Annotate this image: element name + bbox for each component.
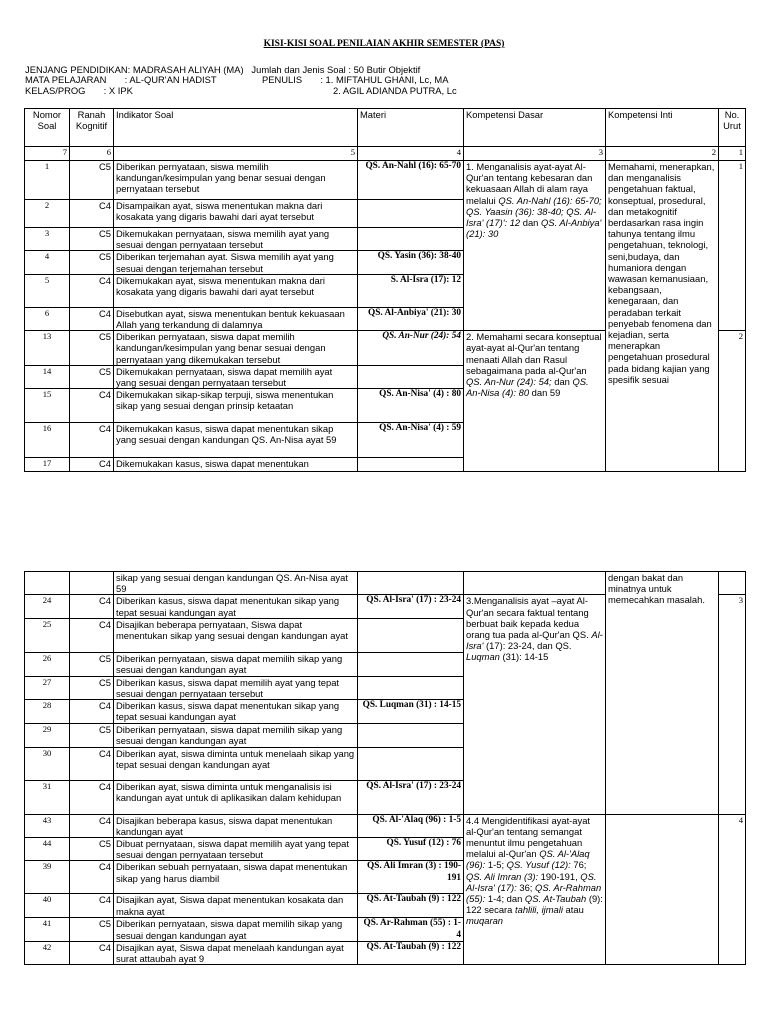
ranah-kognitif-cell: C4	[70, 595, 114, 618]
indikator-cell: Dikemukakan pernyataan, siswa dapat memilih ayat yang sesuai dengan pernyataan tersebut	[114, 365, 358, 388]
indikator-cell: Disampaikan ayat, siswa menentukan makna dari kosakata yang digaris bawahi dari ayat tersebut	[114, 200, 358, 228]
col-header-materi: Materi	[358, 109, 464, 147]
nomor-soal-cell: 1	[25, 161, 70, 200]
kd-ref: QS. At-Taubah	[524, 893, 587, 905]
header-line-mapel: MATA PELAJARAN : AL-QUR'AN HADIST	[25, 74, 217, 85]
nomor-soal-cell: 6	[25, 307, 70, 330]
nomor-soal-cell: 43	[25, 814, 70, 837]
kompetensi-dasar-4	[464, 814, 606, 965]
ranah-kognitif-cell: C4	[70, 780, 114, 814]
nomor-soal-cell: 30	[25, 747, 70, 780]
indikator-cell: Dikemukakan kasus, siswa dapat menentukan sikap yang sesuai dengan kandungan QS. An-Nisa ayat 59	[114, 423, 358, 458]
indikator-cell: Diberikan pernyataan, siswa dapat memilih kandungan/kesimpulan yang benar sesuai dengan pernyataan yang dikemukakan tersebut	[114, 331, 358, 366]
nomor-soal-cell: 4	[25, 251, 70, 274]
indikator-cell: Disebutkan ayat, siswa menentukan bentuk kekuasaan Allah yang terkandung di dalamnya	[114, 307, 358, 330]
indikator-cell: Disajikan beberapa pernyataan, Siswa dapat menentukan sikap yang sesuai dengan kandungan ayat	[114, 618, 358, 652]
indikator-cell: Diberikan pernyataan, siswa dapat memilih sikap yang sesuai dengan kandungan ayat	[114, 652, 358, 676]
nomor-soal-cell: 40	[25, 894, 70, 918]
kd-text: 1. Menganalisis ayat-ayat Al-Qur'an tentang kebesaran dan kekuasaan Allah di alam raya melalui	[466, 161, 593, 206]
materi-cell	[358, 228, 464, 251]
materi-cell: QS. An-Nisa' (4) : 80	[358, 389, 464, 423]
nomor-soal-cell: 13	[25, 331, 70, 366]
nomor-soal-cell: 25	[25, 618, 70, 652]
ranah-kognitif-cell: C5	[70, 724, 114, 747]
materi-cell: QS. Yasin (36): 38-40	[358, 251, 464, 274]
no-urut-cell	[719, 572, 746, 595]
header-line-kelas: KELAS/PROG : X IPK	[25, 85, 133, 96]
kd-text: dan	[554, 376, 570, 388]
header-line-penulis-2: 2. AGIL ADIANDA PUTRA, Lc	[333, 85, 457, 96]
kd-ref: QS. Al-Isra' (17):	[466, 870, 597, 893]
nomor-soal-cell: 41	[25, 918, 70, 941]
nomor-soal-cell: 5	[25, 274, 70, 307]
kompetensi-dasar-2	[464, 331, 606, 472]
indikator-cell: Dikemukakan pernyataan, siswa memilih ayat yang sesuai dengan pernyataan tersebut	[114, 228, 358, 251]
ranah-kognitif-cell: C4	[70, 861, 114, 894]
indikator-cell: Dibuat pernyataan, siswa dapat memilih ayat yang tepat sesuai dengan pernyataan tersebut	[114, 838, 358, 861]
materi-cell	[358, 200, 464, 228]
ranah-kognitif-cell: C4	[70, 618, 114, 652]
kd-text: 3.Menganalisis ayat –ayat Al-Qur'an secara faktual tentang berbuat baik kepada kedua orang tua pada al-Qur'an QS.	[466, 595, 589, 641]
kd-ref: QS. Ar-Rahman (55):	[466, 881, 602, 905]
no-urut-cell: 1	[719, 161, 746, 331]
indikator-cell: Diberikan pernyataan, siswa dapat memilih sikap yang sesuai dengan kandungan ayat	[114, 724, 358, 747]
nomor-soal-cell: 29	[25, 724, 70, 747]
ranah-kognitif-cell: C4	[70, 200, 114, 228]
ranah-kognitif-cell: C4	[70, 747, 114, 780]
indikator-cell: Diberikan ayat, siswa diminta untuk menelaah sikap yang tepat sesuai dengan kandungan ayat	[114, 747, 358, 780]
kd-ref: QS. Yusuf (12):	[506, 859, 571, 871]
ranah-kognitif-cell: C5	[70, 228, 114, 251]
indikator-cell: Disajikan ayat, Siswa dapat menelaah kandungan ayat surat attaubah ayat 9	[114, 941, 358, 964]
indikator-cell: Dikemukakan kasus, siswa dapat menentukan	[114, 458, 358, 472]
nomor-soal-cell: 17	[25, 458, 70, 472]
indikator-cell: Diberikan kasus, siswa dapat menentukan sikap yang tepat sesuai kandungan ayat	[114, 700, 358, 724]
header-line-jenjang: JENJANG PENDIDIKAN: MADRASAH ALIYAH (MA) Jumlah dan Jenis Soal : 50 Butir Objektif	[25, 64, 421, 75]
no-urut-cell: 3	[719, 595, 746, 814]
indikator-cell: Disajikan beberapa kasus, siswa dapat menentukan kandungan ayat	[114, 814, 358, 837]
nomor-soal-cell: 39	[25, 861, 70, 894]
kd-text: 36;	[519, 881, 533, 893]
kd-text: 190-191,	[540, 870, 578, 882]
ranah-kognitif-cell: C5	[70, 161, 114, 200]
ranah-kognitif-cell: C5	[70, 365, 114, 388]
nomor-soal-cell: 27	[25, 676, 70, 699]
materi-cell: QS. Ar-Rahman (55) : 1-4	[358, 918, 464, 941]
ranah-kognitif-cell: C5	[70, 918, 114, 941]
indikator-cell: Disajikan ayat, Siswa dapat menentukan kosakata dan makna ayat	[114, 894, 358, 918]
materi-cell	[358, 458, 464, 472]
ranah-kognitif-cell: C5	[70, 838, 114, 861]
materi-cell	[358, 724, 464, 747]
table-row	[25, 161, 746, 200]
col-number: 7	[25, 147, 70, 161]
kd-text: (17): 23-24, dan QS.	[486, 640, 572, 652]
ranah-kognitif-cell: C4	[70, 307, 114, 330]
table-row	[25, 572, 746, 595]
materi-cell: QS. An-Nahl (16): 65-70	[358, 161, 464, 200]
kd-ref: muqaran	[466, 915, 504, 927]
materi-cell	[358, 572, 464, 595]
nomor-soal-cell: 16	[25, 423, 70, 458]
kisi-kisi-table-page-2	[24, 571, 746, 965]
materi-cell: QS. Al-Isra' (17) : 23-24	[358, 595, 464, 618]
indikator-cell: Diberikan kasus, siswa dapat memilih ayat yang tepat sesuai dengan pernyataan tersebut	[114, 676, 358, 699]
kompetensi-dasar-3	[464, 595, 606, 814]
materi-cell	[358, 676, 464, 699]
kd-ref: QS. An-Nisa (4): 80	[466, 376, 589, 399]
kd-text: 2. Memahami secara konseptual ayat-ayat al-Qur'an tentang menaati Allah dan Rasul sebagaimana pada al-Qur'an	[466, 331, 602, 376]
col-header-kompetensi-inti: Kompetensi Inti	[606, 109, 719, 147]
ranah-kognitif-cell: C5	[70, 251, 114, 274]
kd-text: 1-4; dan	[487, 893, 523, 905]
col-header-ranah-kognitif: Ranah Kognitif	[70, 109, 114, 147]
kompetensi-dasar-1	[464, 161, 606, 331]
indikator-cell: Diberikan pernyataan, siswa memilih kandungan/kesimpulan yang benar sesuai dengan pernyataan tersebut	[114, 161, 358, 200]
kd-ref: QS. An-Nahl (16): 65-70; QS. Yaasin (36): 38-40; QS. Al-Isra' (17)': 12	[466, 194, 602, 229]
indikator-cell: Diberikan sebuah pernyataan, siswa dapat menentukan sikap yang harus diambil	[114, 861, 358, 894]
ranah-kognitif-cell: C4	[70, 458, 114, 472]
col-number: 4	[358, 147, 464, 161]
nomor-soal-cell: 44	[25, 838, 70, 861]
kisi-kisi-table-page-1	[24, 108, 746, 472]
kd-text: dan 59	[531, 387, 561, 399]
ranah-kognitif-cell: C5	[70, 676, 114, 699]
kd-ref: Luqman	[466, 651, 500, 663]
ranah-kognitif-cell: C4	[70, 894, 114, 918]
ranah-kognitif-cell: C4	[70, 423, 114, 458]
indikator-cell: Dikemukakan sikap-sikap terpuji, siswa menentukan sikap yang sesuai dengan prinsip ketaatan	[114, 389, 358, 423]
nomor-soal-cell: 14	[25, 365, 70, 388]
kd-text: 4.4 Mengidentifikasi ayat-ayat al-Qur'an tentang semangat menuntut ilmu pengetahuan melalui al-Qur'an	[466, 814, 591, 860]
col-number: 6	[70, 147, 114, 161]
indikator-cell: Diberikan kasus, siswa dapat menentukan sikap yang tepat sesuai kandungan ayat	[114, 595, 358, 618]
kd-text: dan	[522, 217, 539, 229]
nomor-soal-cell: 26	[25, 652, 70, 676]
ranah-kognitif-cell: C4	[70, 389, 114, 423]
col-number: 5	[114, 147, 358, 161]
kompetensi-inti-continued: dengan bakat dan minatnya untuk memecahkan masalah.	[606, 572, 719, 815]
ranah-kognitif-cell: C4	[70, 814, 114, 837]
ranah-kognitif-cell	[70, 572, 114, 595]
materi-cell: S. Al-Isra (17): 12	[358, 274, 464, 307]
indikator-cell: Diberikan terjemahan ayat. Siswa memilih ayat yang sesuai dengan terjemahan tersebut	[114, 251, 358, 274]
materi-cell: QS. An-Nisa' (4) : 59	[358, 423, 464, 458]
ranah-kognitif-cell: C5	[70, 652, 114, 676]
indikator-cell: sikap yang sesuai dengan kandungan QS. An-Nisa ayat 59	[114, 572, 358, 595]
col-number: 3	[464, 147, 606, 161]
indikator-cell: Diberikan pernyataan, siswa dapat memilih sikap yang sesuai dengan kandungan ayat	[114, 918, 358, 941]
nomor-soal-cell: 15	[25, 389, 70, 423]
materi-cell: QS. Al-'Alaq (96) : 1-5	[358, 814, 464, 837]
materi-cell	[358, 365, 464, 388]
kd-ref: Al-Isra'	[466, 629, 603, 652]
kompetensi-dasar-cell	[464, 572, 606, 595]
materi-cell: QS. Luqman (31) : 14-15	[358, 700, 464, 724]
indikator-cell: Dikemukakan ayat, siswa menentukan makna dari kosakata yang digaris bawahi dari ayat tersebut	[114, 274, 358, 307]
nomor-soal-cell: 28	[25, 700, 70, 724]
no-urut-cell: 4	[719, 814, 746, 965]
col-header-no-urut: No. Urut	[719, 109, 746, 147]
col-header-kompetensi-dasar: Kompetensi Dasar	[464, 109, 606, 147]
ranah-kognitif-cell: C4	[70, 700, 114, 724]
materi-cell	[358, 618, 464, 652]
nomor-soal-cell: 24	[25, 595, 70, 618]
materi-cell: QS. At-Taubah (9) : 122	[358, 941, 464, 964]
kompetensi-inti: Memahami, menerapkan, dan menganalisis pengetahuan faktual, konseptual, prosedural, dan metakognitif berdasarkan rasa ingin tahunya tentang ilmu pengetahuan, teknologi, seni,budaya, dan humaniora dengan wawasan kemanusiaan, kebangsaan, kenegaraan, dan peradaban terkait penyebab fenomena dan kejadian, serta menerapkan pengetahuan prosedural pada bidang kajian yang spesifik sesuai	[606, 161, 719, 472]
kd-text: atau	[565, 904, 584, 916]
ranah-kognitif-cell: C4	[70, 274, 114, 307]
materi-cell	[358, 652, 464, 676]
kd-ref: QS. Ali Imran (3):	[466, 870, 539, 882]
kd-text: (31): 14-15	[502, 651, 549, 663]
kd-ref: tahlili, ijmali	[515, 904, 563, 916]
ranah-kognitif-cell: C4	[70, 941, 114, 964]
header-line-penulis: PENULIS : 1. MIFTAHUL GHANI, Lc, MA	[262, 74, 449, 85]
indikator-cell: Diberikan ayat, siswa diminta untuk menganalisis isi kandungan ayat untuk di aplikasikan dalam kehidupan	[114, 780, 358, 814]
kd-text: 76;	[573, 859, 587, 871]
kd-ref: QS. An-Nur (24): 54;	[466, 376, 552, 388]
nomor-soal-cell: 2	[25, 200, 70, 228]
materi-cell: QS. At-Taubah (9) : 122	[358, 894, 464, 918]
nomor-soal-cell: 31	[25, 780, 70, 814]
materi-cell: QS. An-Nur (24): 54	[358, 331, 464, 366]
nomor-soal-cell: 3	[25, 228, 70, 251]
nomor-soal-cell	[25, 572, 70, 595]
materi-cell: QS. Ali Imran (3) : 190-191	[358, 861, 464, 894]
col-number: 1	[719, 147, 746, 161]
nomor-soal-cell: 42	[25, 941, 70, 964]
kd-ref: QS. Al-'Alaq (96):	[466, 848, 590, 871]
table-row	[25, 814, 746, 837]
col-header-nomor-soal: Nomor Soal	[25, 109, 70, 147]
materi-cell: QS. Yusuf (12) : 76	[358, 838, 464, 861]
materi-cell	[358, 747, 464, 780]
no-urut-cell: 2	[719, 331, 746, 472]
materi-cell: QS. Al-Isra' (17) : 23-24	[358, 780, 464, 814]
kd-text: (9): 122 secara	[466, 893, 603, 916]
col-number: 2	[606, 147, 719, 161]
kompetensi-inti-cell	[606, 814, 719, 965]
kd-ref: QS. Al-Anbiya' (21): 30	[466, 217, 602, 240]
col-header-indikator: Indikator Soal	[114, 109, 358, 147]
ranah-kognitif-cell: C5	[70, 331, 114, 366]
kd-text: 1-5;	[487, 859, 505, 871]
page-title: KISI-KISI SOAL PENILAIAN AKHIR SEMESTER (PAS)	[263, 39, 505, 49]
materi-cell: QS. Al-Anbiya' (21): 30	[358, 307, 464, 330]
